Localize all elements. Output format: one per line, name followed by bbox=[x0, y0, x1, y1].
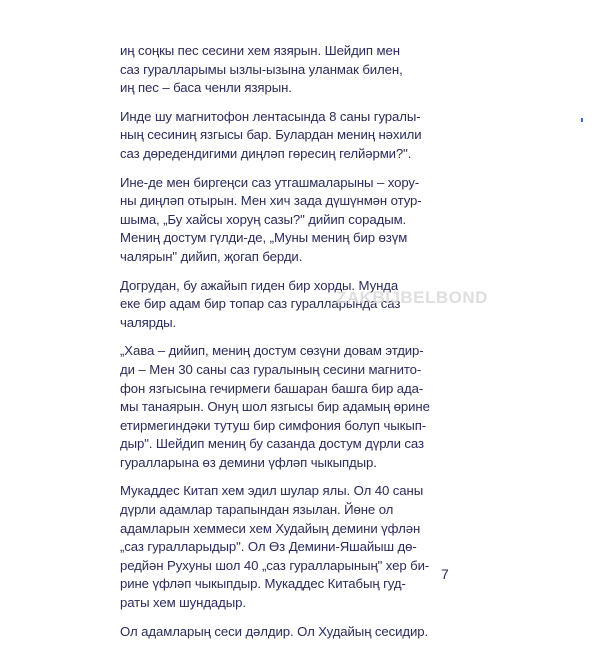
text-line: раты хем шундадыр. bbox=[120, 595, 246, 611]
paragraph bbox=[120, 174, 460, 267]
text-line: рине үфләп чыкыпдыр. Мукаддес Китабың гуд- bbox=[120, 576, 406, 592]
text-line: етирмегиндәки тутуш бир симфония болуп чыкып- bbox=[120, 417, 427, 433]
text-line: Инде шу магнитофон лентасында 8 саны гуралы- bbox=[120, 108, 421, 124]
text-line: дүрли адамлар тарапындан язылан. Йөне ол bbox=[120, 502, 394, 518]
paragraph bbox=[120, 482, 460, 612]
paragraph bbox=[120, 342, 460, 472]
text-line: саз гуралларымы ызлы-ызына уланмак билен, bbox=[120, 61, 403, 77]
body-text bbox=[120, 42, 460, 651]
text-line: чалярды. bbox=[120, 314, 177, 330]
text-line: „Хава – дийип, мениң достум сөзүни довам этдир- bbox=[120, 343, 424, 359]
text-line: шыма, „Бу хайсы хоруң сазы?" дийип сорадым. bbox=[120, 211, 407, 227]
text-line: фон язгысына гечирмеги башаран башга бир ада- bbox=[120, 380, 424, 396]
text-line: ны диңләп отырын. Мен хич зада дүшүнмән отур- bbox=[120, 193, 422, 209]
text-line: редйән Рухуны шол 40 „саз гуралларының" хер би- bbox=[120, 557, 430, 573]
paragraph bbox=[120, 623, 460, 642]
text-line: Мукаддес Китап хем эдил шулар ялы. Ол 40 саны bbox=[120, 483, 424, 499]
paragraph bbox=[120, 108, 460, 164]
text-line: иң пес – баса ченли язярын. bbox=[120, 80, 292, 96]
page-number: 7 bbox=[441, 566, 449, 582]
text-line: адамларын хеммеси хем Худайың демини үфлән bbox=[120, 520, 421, 536]
text-line: гуралларына өз демини үфләп чыкыпдыр. bbox=[120, 454, 377, 470]
text-line: чалярын" дийип, җогап берди. bbox=[120, 248, 303, 264]
text-line: Мениң достум гүлди-де, „Муны мениң бир өзүм bbox=[120, 230, 408, 246]
text-line: Ол адамларың сеси дәлдир. Ол Худайың сесидир. bbox=[120, 623, 429, 639]
text-line: Инe-де мен биргеңси саз утгашмаларыны – хору- bbox=[120, 174, 420, 190]
watermark: ZAKBIJBELBOND bbox=[336, 288, 488, 307]
text-line: ның сесиниң язгысы бар. Булардан мениң нәхили bbox=[120, 127, 422, 143]
edge-mark bbox=[581, 118, 583, 122]
text-line: иң соңкы пес сесини хем язярын. Шейдип мен bbox=[120, 43, 400, 58]
text-line: ди – Мен 30 саны саз гуралының сесини магнито- bbox=[120, 361, 422, 377]
text-line: „саз гуралларыдыр". Ол Өз Демини-Яшайыш дө- bbox=[120, 539, 417, 555]
text-line: саз дөредендигими диңләп гөресиң гелйәрми?". bbox=[120, 145, 412, 161]
text-line: еке бир адам бир топар саз гуралларында саз bbox=[120, 296, 401, 312]
text-line: дыр". Шейдип мениң бу сазанда достум дүрли саз bbox=[120, 436, 424, 452]
paragraph bbox=[120, 42, 460, 98]
text-line: мы танаярын. Онуң шол язгысы бир адамың өрине bbox=[120, 399, 430, 415]
text-line: Догрудан, бу ажайып гиден бир хорды. Мунда bbox=[120, 277, 399, 293]
